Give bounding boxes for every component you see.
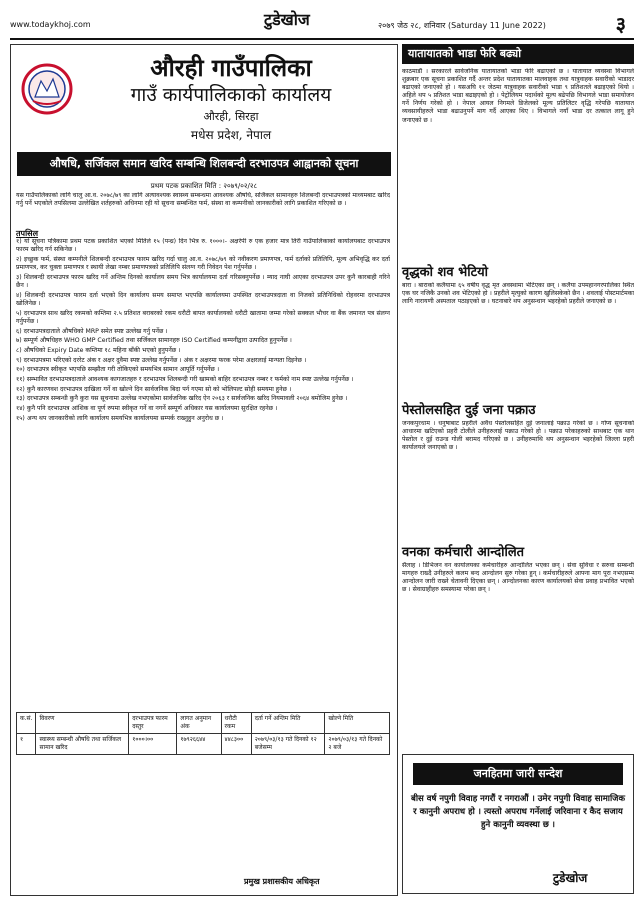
table-cell: १०००।०० [129,734,177,755]
term-item: ८) औषधिको Expiry Date कम्तिमा १८ महिना बाँकी भएको हुनुपर्नेछ । [16,346,181,354]
term-item: ६) दरभाउपत्रदाताले औषधिको MRP समेत स्पष्ट उल्लेख गर्नु पर्नेछ । [16,327,168,335]
terms-list [16,238,390,708]
story3-text: जनकपुरधाम । धनुषाबाट प्रहरीले अवैध पेस्तोलसहित दुई जनालाई पक्राउ गरेको छ । गोप्य सूचनाको आधारमा खटिएको प्रहरी टोलीले उनीहरुलाई पक्राउ गरेको हो । पक्राउ परेकाहरुको साथबाट एक थान पेस्तोल र दुई राउन्ड गोली बरामद गरिएको छ । उनीहरुमाथि थप अनुसन्धान भइरहेको जिल्ला प्रहरी कार्यालयले जनाएको छ । [402,420,634,452]
issue-date: २०७९ जेठ २८, शनिवार (Saturday 11 June 2022) [378,21,546,30]
table-header-cell: दरभाउपत्र फारम दस्तुर [129,713,177,734]
term-item: १३) दरभाउपत्र सम्बन्धी कुनै कुरा यस सूचनामा उल्लेख नभएकोमा सार्वजनिक खरिद ऐन २०६३ र सार्वजनिक खरिद नियमावली २०६४ बमोजिम हुनेछ । [16,395,348,403]
psa-text: बीस वर्ष नपुगी विवाह नगरौं र नगराऔं । उमेर नपुगी विवाह सामाजिक र कानुनी अपराध हो । त्यस्तो अपराध गर्नेलाई जरिवाना र कैद सजाय हुने कानुनी व्यवस्था छ । [410,794,626,830]
site-url[interactable]: www.todaykhoj.com [10,20,91,29]
table-body [17,734,390,755]
notice-heading: औषधि, सर्जिकल समान खरिद सम्बन्धि शिलबन्दी दरभाउपत्र आह्वानको सूचना [17,152,391,176]
table-cell: १७९२६६४४ [177,734,221,755]
term-item: १०) दरभाउपत्र स्वीकृत भएपछि सम्झौता गरी तोकिएको समयभित्र सामान आपूर्ति गर्नुपर्नेछ । [16,366,220,374]
term-item: ५) दरभाउपत्र साथ खरिद रकमको कम्तिमा २.५ प्रतिशत बराबरको रकम धरौटी बापत कार्यालयको धरौटी खातामा जम्मा गरेको सक्कल भौचर वा बैंक जमानत पत्र संलग्न गर्नुपर्नेछ । [16,309,390,325]
term-item: ४) शिलबन्दी दरभाउपत्र फारम दर्ता भएको दिन कार्यालय समय समाप्त भएपछि कार्यालयमा उपस्थित दरभाउपत्रदाता वा निजको प्रतिनिधिको रोहवरमा दरभाउपत्र खोलिनेछ । [16,291,390,307]
table-row [17,734,390,755]
page-header [10,8,634,40]
table-cell: ४४८३०० [221,734,251,755]
story1-title: यातायातको भाडा फेरि बढ्यो [402,44,634,64]
notice-intro: यस गाउँपालिकाको लागि चालु आ.व. २०७८/७९ का लागि अत्यावश्यक स्वास्थ्य सम्बन्धमा आवश्यक औषधि, सर्जिकल सामानहरु शिलबन्दी दरभाउपत्रको माध्यमबाट खरिद गर्नु पर्ने भएकोले तपसिलमा उल्लेखित शर्तहरुको अधिनमा रही यो सूचना सम्बन्धित फर्म, संस्था वा कम्पनीको जानकारीको लागि प्रकाशित गरिएको छ । [16,192,390,208]
table-header-cell: लागत अनुमान अंक [177,713,221,734]
term-item: ७) सम्पूर्ण औषधिहरु WHO GMP Certified तथा सर्जिकल सामानहरु ISO Certified कम्पनीद्वारा उत्पादित हुनुपर्नेछ । [16,337,292,345]
term-item: १४) कुनै पनि दरभाउपत्र आंशिक वा पूर्ण रुपमा स्वीकृत गर्ने वा नगर्ने सम्पूर्ण अधिकार यस कार्यालयमा सुरक्षित रहनेछ । [16,405,278,413]
story2-title: वृद्धको शव भेटियो [402,265,489,280]
table-header-cell: क.सं. [17,713,36,734]
psa-title: जनहितमा जारी सन्देश [413,763,623,785]
story2-text: बारा । बाराको कलैयामा ६५ वर्षीय वृद्ध मृत अवस्थामा भेटिएका छन् । कलैया उपमहानगरपालिका स्थित एक घर नजिकै उनको शव भेटिएको हो । प्रहरीले मृत्युको कारण खुलिसकेको छैन । शवलाई पोस्टमार्टमका लागि नारायणी अस्पताल पठाइएको छ । घटनाबारे थप अनुसन्धान भइरहेको प्रहरीले जनाएको छ । [402,282,634,306]
table-header-cell: धरौटी रकम [221,713,251,734]
table-header-cell: खोल्ने मिति [325,713,390,734]
story4-text: सैलाह । डिभिजन वन कार्यालयका कर्मचारीहरु आन्दोलित भएका छन् । सेवा सुविधा र सरुवा सम्बन्धी मागहरु राख्दै उनीहरुले कलम बन्द आन्दोलन सुरु गरेका हुन् । कर्मचारीहरुले आफ्ना माग पूरा नभएसम्म आन्दोलन जारी राख्ने चेतावनी दिएका छन् । आन्दोलनका कारण कार्यालयको सेवा प्रवाह प्रभावित भएको छ । सेवाग्राहीहरु समस्यामा परेका छन् । [402,562,634,594]
term-item: २) इच्छुक फर्म, संस्था कम्पनीले शिलबन्दी दरभाउपत्र फारम खरिद गर्दा चालु आ.व. २०७८/७९ को नवीकरण प्रमाणपत्र, फर्म दर्ताको प्रतिलिपि, मूल्य अभिवृद्धि कर दर्ता प्रमाणपत्र, कर चुक्ता प्रमाणपत्र र स्थायी लेखा नम्बर प्रमाणपत्रको प्रतिलिपि संलग्न गरी निवेदन पेश गर्नुपर्नेछ । [16,255,390,272]
signature: प्रमुख प्रशासकीय अधिकृत [244,877,320,886]
table-header-cell: विवरण [36,713,129,734]
page-number: ३ [615,12,626,36]
office-province: मधेस प्रदेश, नेपाल [190,128,272,142]
table-header-row [17,713,390,734]
psa-logo: टुडेखोज [553,871,588,885]
org-title: औरही गाउँपालिका [150,53,312,82]
term-item: १५) अन्य थप जानकारीको लागि कार्यालय समयभित्र कार्यालयमा सम्पर्क राख्नुहुन अनुरोध छ । [16,414,224,422]
procurement-table [16,712,390,755]
table-header-cell: दर्ता गर्ने अन्तिम मिति [251,713,325,734]
table-cell: १ [17,734,36,755]
table-cell: स्वास्थ्य सम्बन्धी औषधि तथा सर्जिकल सामान खरिद [36,734,129,755]
term-item: १२) कुनै कारणवश दरभाउपत्र दाखिला गर्ने वा खोल्ने दिन सार्वजनिक बिदा पर्न गएमा सो को भोलिपल्ट सोही समयमा हुनेछ । [16,385,292,393]
nepal-emblem-icon [21,63,73,115]
office-name: गाउँ कार्यपालिकाको कार्यालय [130,84,332,106]
term-item: ३) शिलबन्दी दरभाउपत्र फारम खरिद गर्ने अन्तिम दिनको कार्यालय समय भित्र कार्यालयमा दर्ता गरिसक्नुपर्नेछ । म्याद नाघी आएका दरभाउपत्र उपर कुनै कारबाही गरिने छैन । [16,273,390,290]
table-cell: २०७९/०३/१३ गते दिनको १२ बजेसम्म [251,734,325,755]
term-item: १) यो सूचना पत्रिकामा प्रथम पटक प्रकाशित भएको मितिले १५ (पन्ध्र) दिन भित्र रु. १०००।- अक्षरेपी रु एक हजार मात्र तिरी गाउँपालिकाको कार्यालयबाट दरभाउपत्र फारम खरिद गर्न सकिनेछ । [16,238,390,254]
term-item: ११) सम्भावित दरभाउपत्रदाताले आवश्यक कागजातहरु र दरभाउपत्र शिलबन्दी गरी खामको बाहिर दरभाउपत्र नम्बर र फर्मको नाम स्पष्ट उल्लेख गर्नुपर्नेछ । [16,376,354,384]
story3-title: पेस्तोलसहित दुई जना पक्राउ [402,403,536,418]
office-address: औरही, सिरहा [203,110,259,123]
table-cell: २०७९/०३/१३ गते दिनको २ बजे [325,734,390,755]
story4-title: वनका कर्मचारी आन्दोलित [402,545,525,560]
org-header [81,53,381,143]
terms-heading: तपसिल [16,229,39,238]
story1-text: काठमाडौं । सरकारले सार्वजनिक यातायातको भाडा फेरि बढाएको छ । यातायात व्यवस्था विभागले शुक्रबार एक सूचना प्रकाशित गर्दै अन्तर प्रदेश यातायातका मालवाहक तथा यात्रुवाहक सवारीको भाडादर बढाएको जनाएको हो । यसअघि ११ जेठमा यात्रुवाहक सवारीको भाडा ९ प्रतिशतले बढाइएको थियो । अहिले थप ५ प्रतिशत भाडा बढाइएको हो । पेट्रोलियम पदार्थको मूल्य बढेपछि विभागले भाडा समायोजन गर्ने निर्णय गरेको हो । नेपाल आयल निगमले डिजेलको मूल्य प्रतिलिटर वृद्धि गरेपछि यातायात व्यवसायीहरुले भाडा बढाउनुपर्ने माग गर्दै आएका थिए । विभागले नयाँ भाडा दर तत्काल लागू हुने जनाएको छ । [402,68,634,124]
publication-date: प्रथम पटक प्रकाशित मिति : २०७९/०२/२८ [150,182,258,190]
public-service-message [402,754,634,894]
masthead-logo: टुडेखोज [264,10,310,29]
term-item: ९) दरभाउपत्रमा भरिएको दररेट अंक र अक्षर दुवैमा स्पष्ट उल्लेख गर्नुपर्नेछ । अंक र अक्षरमा फरक परेमा अक्षरलाई मान्यता दिइनेछ । [16,356,307,364]
